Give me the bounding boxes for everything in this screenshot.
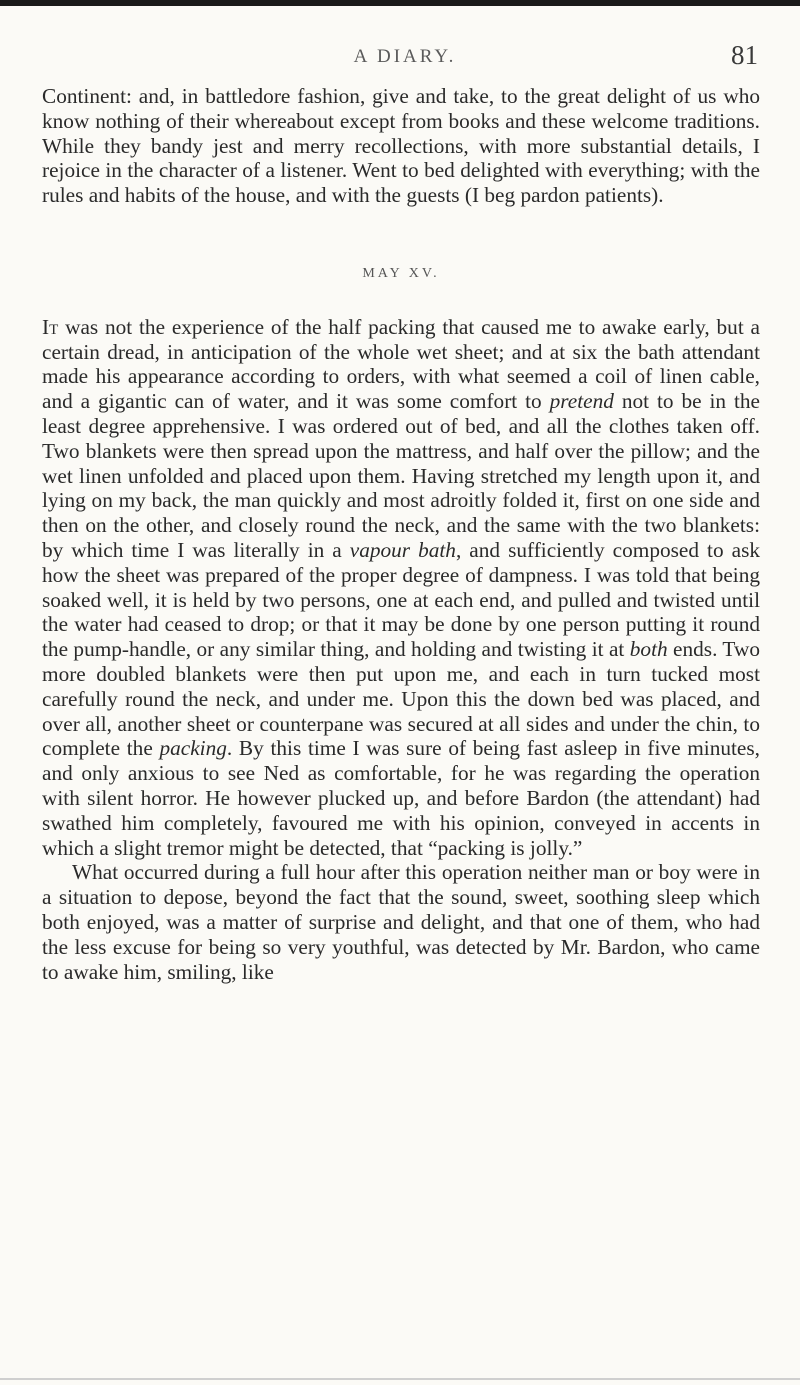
paragraph-1: Continent: and, in battledore fashion, give and take, to the great delight of us who know nothing of their whereabout except from books and these welcome traditions. While they bandy jest and merry recollections, with more substantial details, I rejoice in the character of a listener. Went to bed delighted with everything; with the rules and habits of the house, and with the guests (I beg pardon patients).	[42, 84, 760, 208]
section-heading: MAY XV.	[362, 265, 440, 281]
italic-pretend: pretend	[549, 389, 614, 414]
bottom-border	[0, 1378, 800, 1380]
paragraph-2-part-b: not to be in the least degree apprehensive. I was ordered out of bed, and all the clothes taken off. Two blankets were then spread upon the mattress, and half over the pillow; and the wet linen unfolded and placed upon them. Having stretched my length upon it, and lying on my back, the man quickly and most adroitly folded it, first on one side and then on the other, and closely round the neck, and the same with the two blankets: by which time I was literally in a	[42, 389, 760, 562]
page-number: 81	[731, 40, 758, 70]
drop-word: It	[42, 314, 59, 339]
page-header	[40, 40, 770, 76]
paragraph-2	[42, 315, 760, 861]
italic-packing: packing	[159, 736, 227, 761]
paragraph-2-part-a: was not the experience of the half packing that caused me to awake early, but a certain dread, in anticipation of the whole wet sheet; and at six the bath attendant made his appearance according to orders, with what seemed a coil of linen cable, and a gigantic can of water, and it was some comfort to	[42, 314, 760, 414]
running-head: A DIARY.	[353, 46, 457, 67]
paragraph-2-part-c: , and sufficiently composed to ask how the sheet was prepared of the proper degree of dampness. I was told that being soaked well, it is held by two persons, one at each end, and pulled and twisted until the water had ceased to drop; or that it may be done by one person putting it round the pump-handle, or any similar thing, and holding and twisting it at	[42, 537, 761, 662]
paragraph-2-part-d: ends. Two more doubled blankets were then put upon me, and each in turn tucked most carefully round the neck, and under me. Upon this the down bed was placed, and over all, another sheet or counterpane was secured at all sides and under the chin, to complete the	[42, 637, 760, 761]
italic-both: both	[629, 637, 668, 662]
paragraph-3: What occurred during a full hour after this operation neither man or boy were in a situation to depose, beyond the fact that the sound, sweet, soothing sleep which both enjoyed, was a matter of surprise and delight, and that one of them, who had the less excuse for being so very youthful, was detected by Mr. Bardon, who came to awake him, smiling, like	[42, 860, 760, 984]
top-border	[0, 0, 800, 6]
paragraph-2-part-e: . By this time I was sure of being fast asleep in five minutes, and only anxious to see Ned as comfortable, for he was regarding the operation with silent horror. He however plucked up, and before Bardon (the attendant) had swathed him completely, favoured me with his opinion, conveyed in accents in which a slight tremor might be detected, that “packing is jolly.”	[42, 736, 760, 860]
italic-vapour-bath: vapour bath	[349, 537, 456, 562]
body-text	[42, 84, 760, 984]
